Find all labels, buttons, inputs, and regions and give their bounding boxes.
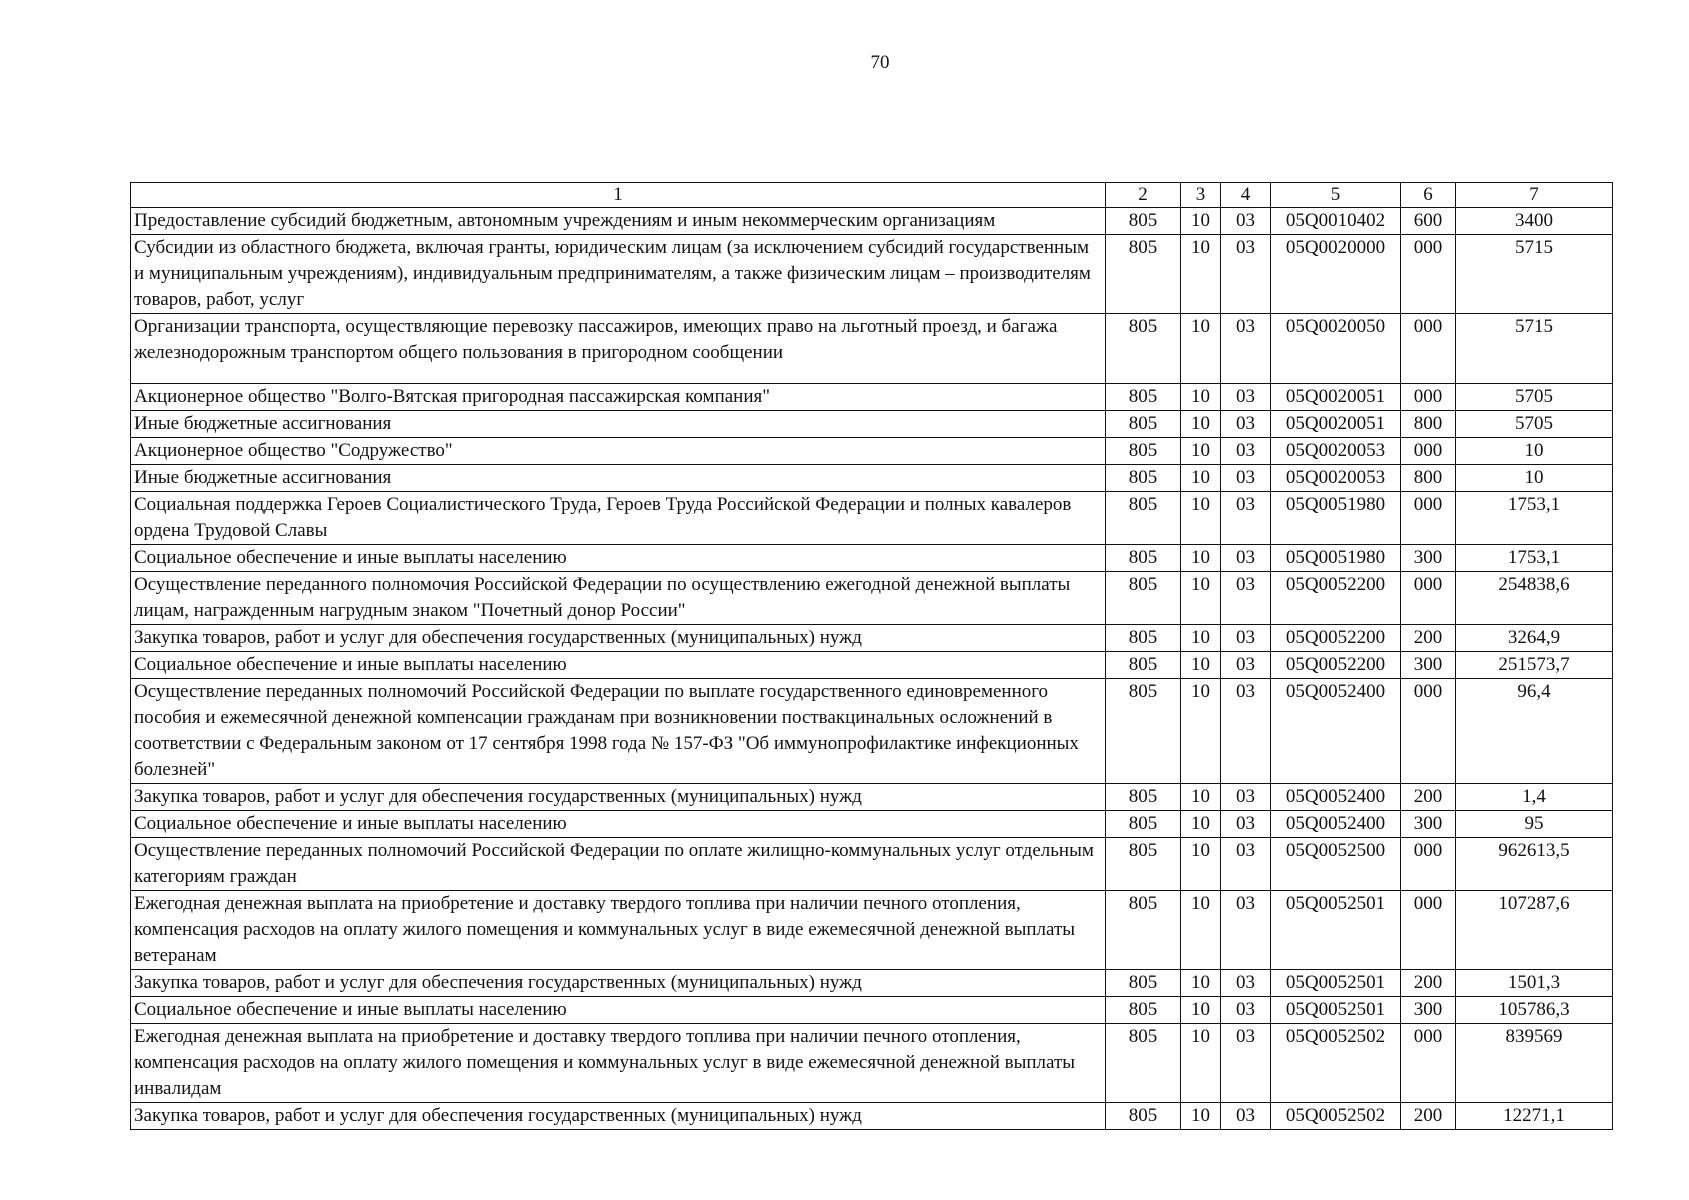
column-header: 2: [1106, 183, 1181, 208]
row-value-c7: 5715: [1456, 235, 1613, 314]
row-value-c4: 03: [1221, 1024, 1271, 1103]
table-row: [131, 208, 1613, 235]
row-description: Иные бюджетные ассигнования: [131, 465, 1106, 492]
table-row: [131, 545, 1613, 572]
table-row: [131, 492, 1613, 545]
row-value-c7: 5705: [1456, 384, 1613, 411]
row-value-c3: 10: [1181, 970, 1221, 997]
row-value-c5: 05Q0052501: [1271, 891, 1401, 970]
row-description: Предоставление субсидий бюджетным, автономным учреждениям и иным некоммерческим организациям: [131, 208, 1106, 235]
row-value-c7: 962613,5: [1456, 838, 1613, 891]
table-row: [131, 838, 1613, 891]
row-value-c3: 10: [1181, 314, 1221, 384]
table-row: [131, 625, 1613, 652]
table-row: [131, 891, 1613, 970]
row-value-c3: 10: [1181, 438, 1221, 465]
row-description: Социальное обеспечение и иные выплаты населению: [131, 545, 1106, 572]
row-value-c3: 10: [1181, 572, 1221, 625]
row-value-c4: 03: [1221, 652, 1271, 679]
row-value-c2: 805: [1106, 970, 1181, 997]
row-value-c5: 05Q0052502: [1271, 1103, 1401, 1130]
row-value-c3: 10: [1181, 1024, 1221, 1103]
row-value-c5: 05Q0020051: [1271, 384, 1401, 411]
row-value-c2: 805: [1106, 208, 1181, 235]
row-value-c7: 1753,1: [1456, 492, 1613, 545]
row-value-c2: 805: [1106, 1103, 1181, 1130]
row-description: Ежегодная денежная выплата на приобретение и доставку твердого топлива при наличии печного отопления, компенсация расходов на оплату жилого помещения и коммунальных услуг в виде ежемесячной денежной выплаты ветеранам: [131, 891, 1106, 970]
row-value-c3: 10: [1181, 465, 1221, 492]
row-value-c4: 03: [1221, 1103, 1271, 1130]
table-row: [131, 997, 1613, 1024]
row-value-c6: 000: [1401, 492, 1456, 545]
table-row: [131, 784, 1613, 811]
column-header: 6: [1401, 183, 1456, 208]
row-value-c3: 10: [1181, 838, 1221, 891]
row-value-c6: 000: [1401, 891, 1456, 970]
row-value-c4: 03: [1221, 411, 1271, 438]
row-value-c5: 05Q0052200: [1271, 572, 1401, 625]
row-value-c6: 800: [1401, 465, 1456, 492]
row-value-c3: 10: [1181, 784, 1221, 811]
row-value-c4: 03: [1221, 572, 1271, 625]
row-value-c5: 05Q0052400: [1271, 679, 1401, 784]
row-value-c2: 805: [1106, 784, 1181, 811]
row-value-c7: 10: [1456, 465, 1613, 492]
table-row: [131, 679, 1613, 784]
row-value-c6: 000: [1401, 314, 1456, 384]
row-value-c6: 800: [1401, 411, 1456, 438]
row-value-c6: 200: [1401, 970, 1456, 997]
row-value-c7: 95: [1456, 811, 1613, 838]
row-description: Осуществление переданного полномочия Российской Федерации по осуществлению ежегодной денежной выплаты лицам, награжденным нагрудным знаком "Почетный донор России": [131, 572, 1106, 625]
row-value-c3: 10: [1181, 411, 1221, 438]
column-header: 4: [1221, 183, 1271, 208]
row-value-c7: 251573,7: [1456, 652, 1613, 679]
table-row: [131, 465, 1613, 492]
row-value-c2: 805: [1106, 384, 1181, 411]
row-value-c7: 3400: [1456, 208, 1613, 235]
row-value-c4: 03: [1221, 438, 1271, 465]
table-row: [131, 314, 1613, 384]
row-value-c6: 000: [1401, 679, 1456, 784]
row-value-c5: 05Q0020053: [1271, 465, 1401, 492]
table-row: [131, 572, 1613, 625]
row-value-c2: 805: [1106, 891, 1181, 970]
row-value-c2: 805: [1106, 652, 1181, 679]
row-value-c4: 03: [1221, 970, 1271, 997]
row-value-c6: 000: [1401, 838, 1456, 891]
row-value-c4: 03: [1221, 679, 1271, 784]
row-value-c2: 805: [1106, 411, 1181, 438]
table-row: [131, 970, 1613, 997]
row-value-c3: 10: [1181, 545, 1221, 572]
row-description: Закупка товаров, работ и услуг для обеспечения государственных (муниципальных) нужд: [131, 784, 1106, 811]
column-header: 1: [131, 183, 1106, 208]
row-value-c6: 600: [1401, 208, 1456, 235]
row-value-c7: 1,4: [1456, 784, 1613, 811]
table-row: [131, 411, 1613, 438]
row-value-c6: 200: [1401, 784, 1456, 811]
row-description: Закупка товаров, работ и услуг для обеспечения государственных (муниципальных) нужд: [131, 625, 1106, 652]
row-value-c2: 805: [1106, 492, 1181, 545]
row-value-c3: 10: [1181, 1103, 1221, 1130]
row-value-c3: 10: [1181, 679, 1221, 784]
row-value-c6: 000: [1401, 384, 1456, 411]
row-value-c5: 05Q0051980: [1271, 545, 1401, 572]
row-value-c4: 03: [1221, 384, 1271, 411]
row-value-c7: 10: [1456, 438, 1613, 465]
table-row: [131, 652, 1613, 679]
budget-table: [130, 182, 1613, 1130]
row-value-c2: 805: [1106, 679, 1181, 784]
column-header: 7: [1456, 183, 1613, 208]
row-value-c3: 10: [1181, 652, 1221, 679]
row-value-c5: 05Q0051980: [1271, 492, 1401, 545]
row-value-c5: 05Q0052400: [1271, 811, 1401, 838]
row-value-c5: 05Q0052200: [1271, 652, 1401, 679]
row-value-c6: 000: [1401, 438, 1456, 465]
row-value-c6: 000: [1401, 1024, 1456, 1103]
table-row: [131, 384, 1613, 411]
row-value-c5: 05Q0052500: [1271, 838, 1401, 891]
row-value-c6: 300: [1401, 811, 1456, 838]
row-description: Ежегодная денежная выплата на приобретение и доставку твердого топлива при наличии печного отопления, компенсация расходов на оплату жилого помещения и коммунальных услуг в виде ежемесячной денежной выплаты инвалидам: [131, 1024, 1106, 1103]
row-value-c2: 805: [1106, 314, 1181, 384]
row-value-c2: 805: [1106, 838, 1181, 891]
row-value-c4: 03: [1221, 465, 1271, 492]
row-value-c2: 805: [1106, 625, 1181, 652]
table-row: [131, 235, 1613, 314]
row-value-c7: 3264,9: [1456, 625, 1613, 652]
table-row: [131, 811, 1613, 838]
row-value-c7: 96,4: [1456, 679, 1613, 784]
row-value-c5: 05Q0052501: [1271, 997, 1401, 1024]
row-description: Субсидии из областного бюджета, включая гранты, юридическим лицам (за исключением субсидий государственным и муниципальным учреждениям), индивидуальным предпринимателям, а также физическим лицам – производителям товаров, работ, услуг: [131, 235, 1106, 314]
row-description: Акционерное общество "Волго-Вятская пригородная пассажирская компания": [131, 384, 1106, 411]
row-value-c3: 10: [1181, 492, 1221, 545]
row-value-c2: 805: [1106, 235, 1181, 314]
row-value-c7: 105786,3: [1456, 997, 1613, 1024]
row-value-c4: 03: [1221, 492, 1271, 545]
row-value-c7: 5715: [1456, 314, 1613, 384]
row-value-c6: 000: [1401, 572, 1456, 625]
row-value-c4: 03: [1221, 235, 1271, 314]
row-description: Осуществление переданных полномочий Российской Федерации по оплате жилищно-коммунальных услуг отдельным категориям граждан: [131, 838, 1106, 891]
row-value-c7: 107287,6: [1456, 891, 1613, 970]
row-value-c6: 300: [1401, 545, 1456, 572]
row-value-c5: 05Q0020000: [1271, 235, 1401, 314]
row-value-c7: 5705: [1456, 411, 1613, 438]
table-header-row: [131, 183, 1613, 208]
row-value-c3: 10: [1181, 208, 1221, 235]
row-value-c4: 03: [1221, 997, 1271, 1024]
row-value-c2: 805: [1106, 572, 1181, 625]
row-value-c4: 03: [1221, 314, 1271, 384]
row-description: Осуществление переданных полномочий Российской Федерации по выплате государственного единовременного пособия и ежемесячной денежной компенсации гражданам при возникновении поствакцинальных осложнений в соответствии с Федеральным законом от 17 сентября 1998 года № 157-ФЗ "Об иммунопрофилактике инфекционных болезней": [131, 679, 1106, 784]
row-value-c6: 000: [1401, 235, 1456, 314]
row-value-c5: 05Q0010402: [1271, 208, 1401, 235]
row-value-c4: 03: [1221, 625, 1271, 652]
row-value-c3: 10: [1181, 235, 1221, 314]
row-value-c3: 10: [1181, 891, 1221, 970]
row-value-c5: 05Q0052502: [1271, 1024, 1401, 1103]
row-value-c7: 1501,3: [1456, 970, 1613, 997]
row-value-c2: 805: [1106, 811, 1181, 838]
row-description: Социальное обеспечение и иные выплаты населению: [131, 997, 1106, 1024]
row-value-c3: 10: [1181, 997, 1221, 1024]
table-row: [131, 1103, 1613, 1130]
row-value-c5: 05Q0020051: [1271, 411, 1401, 438]
row-description: Социальное обеспечение и иные выплаты населению: [131, 652, 1106, 679]
row-value-c2: 805: [1106, 1024, 1181, 1103]
row-value-c6: 300: [1401, 652, 1456, 679]
row-value-c2: 805: [1106, 465, 1181, 492]
row-value-c7: 1753,1: [1456, 545, 1613, 572]
row-value-c3: 10: [1181, 625, 1221, 652]
page-number: 70: [870, 52, 890, 73]
row-value-c5: 05Q0052501: [1271, 970, 1401, 997]
table-row: [131, 438, 1613, 465]
column-header: 5: [1271, 183, 1401, 208]
row-description: Иные бюджетные ассигнования: [131, 411, 1106, 438]
row-value-c4: 03: [1221, 784, 1271, 811]
row-value-c4: 03: [1221, 891, 1271, 970]
row-value-c6: 200: [1401, 625, 1456, 652]
row-value-c6: 200: [1401, 1103, 1456, 1130]
row-value-c2: 805: [1106, 438, 1181, 465]
row-value-c4: 03: [1221, 545, 1271, 572]
row-value-c6: 300: [1401, 997, 1456, 1024]
row-value-c7: 12271,1: [1456, 1103, 1613, 1130]
row-description: Закупка товаров, работ и услуг для обеспечения государственных (муниципальных) нужд: [131, 970, 1106, 997]
row-value-c2: 805: [1106, 997, 1181, 1024]
row-value-c4: 03: [1221, 811, 1271, 838]
row-description: Закупка товаров, работ и услуг для обеспечения государственных (муниципальных) нужд: [131, 1103, 1106, 1130]
row-value-c5: 05Q0020050: [1271, 314, 1401, 384]
row-value-c2: 805: [1106, 545, 1181, 572]
row-description: Организации транспорта, осуществляющие перевозку пассажиров, имеющих право на льготный проезд, и багажа железнодорожным транспортом общего пользования в пригородном сообщении: [131, 314, 1106, 384]
row-value-c7: 254838,6: [1456, 572, 1613, 625]
row-value-c5: 05Q0052400: [1271, 784, 1401, 811]
row-description: Акционерное общество "Содружество": [131, 438, 1106, 465]
row-value-c4: 03: [1221, 838, 1271, 891]
row-value-c5: 05Q0052200: [1271, 625, 1401, 652]
row-description: Социальное обеспечение и иные выплаты населению: [131, 811, 1106, 838]
row-value-c3: 10: [1181, 811, 1221, 838]
row-value-c3: 10: [1181, 384, 1221, 411]
row-value-c4: 03: [1221, 208, 1271, 235]
row-value-c7: 839569: [1456, 1024, 1613, 1103]
table-row: [131, 1024, 1613, 1103]
column-header: 3: [1181, 183, 1221, 208]
row-description: Социальная поддержка Героев Социалистического Труда, Героев Труда Российской Федерации и полных кавалеров ордена Трудовой Славы: [131, 492, 1106, 545]
row-value-c5: 05Q0020053: [1271, 438, 1401, 465]
